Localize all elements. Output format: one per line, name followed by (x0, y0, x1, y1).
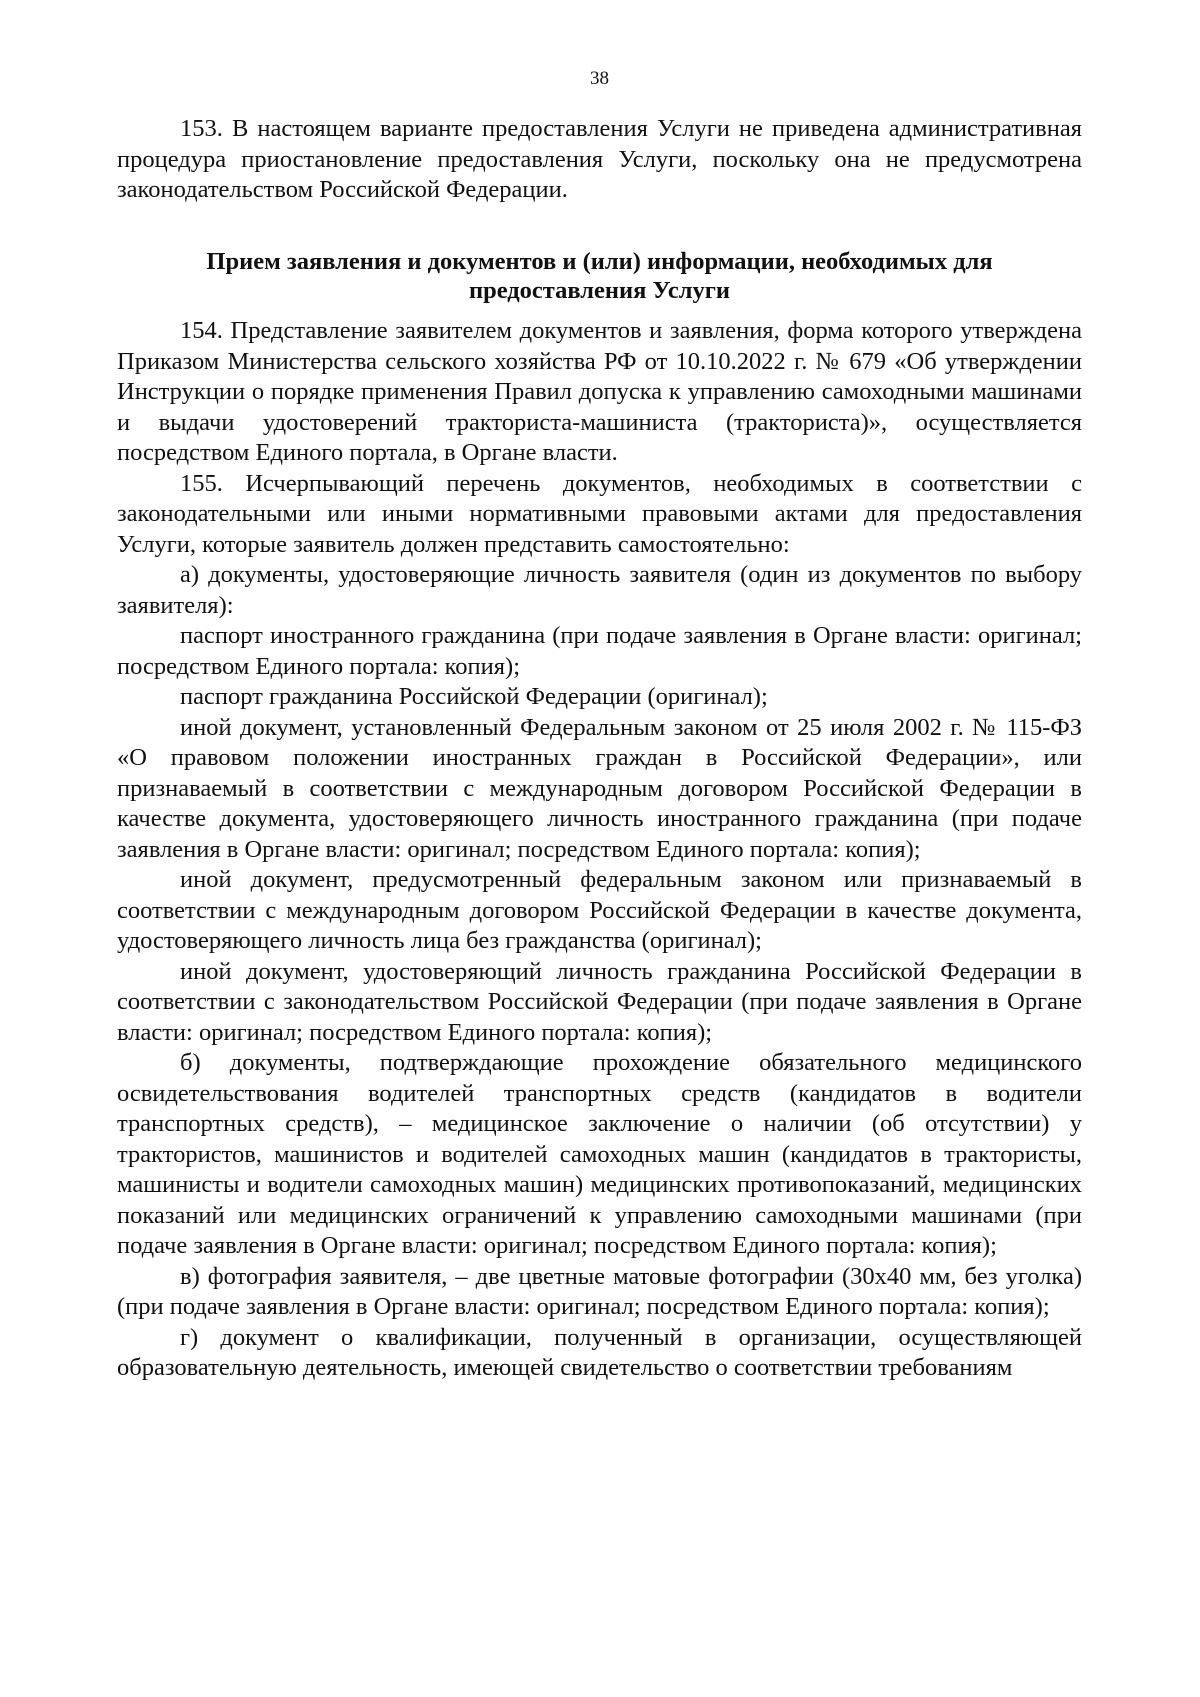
section-main (117, 316, 1082, 1384)
paragraph-154: 154. Представление заявителем документов и заявления, форма которого утверждена Приказом Министерства сельского хозяйства РФ от 10.10.2022 г. № 679 «Об утверждении Инструкции о порядке применения Правил допуска к управлению самоходными машинами и выдачи удостоверений тракториста-машиниста (тракториста)», осуществляется посредством Единого портала, в Органе власти. (117, 317, 1082, 466)
item-g: г) документ о квалификации, полученный в организации, осуществляющей образовательную деятельность, имеющей свидетельство о соответствии требованиям (117, 1323, 1082, 1381)
item-other-doc-115fz: иной документ, установленный Федеральным законом от 25 июля 2002 г. № 115-ФЗ «О правовом положении иностранных граждан в Российской Федерации», или признаваемый в соответствии с международным договором Российской Федерации в качестве документа, удостоверяющего личность иностранного гражданина (при подаче заявления в Органе власти: оригинал; посредством Единого портала: копия); (117, 713, 1082, 863)
section-top (117, 114, 1082, 206)
page-number: 38 (590, 68, 609, 89)
item-foreign-passport: паспорт иностранного гражданина (при подаче заявления в Органе власти: оригинал; посредством Единого портала: копия); (117, 622, 1082, 680)
item-rf-passport: паспорт гражданина Российской Федерации (оригинал); (180, 683, 768, 710)
paragraph-155: 155. Исчерпывающий перечень документов, необходимых в соответствии с законодательными или иными нормативными правовыми актами для предоставления Услуги, которые заявитель должен представить самостоятельно: (117, 469, 1082, 558)
heading-line-1: Прием заявления и документов и (или) информации, необходимых для (206, 248, 993, 275)
section-heading (117, 247, 1082, 305)
item-b: б) документы, подтверждающие прохождение обязательного медицинского освидетельствования водителей транспортных средств (кандидатов в водители транспортных средств), – медицинское заключение о наличии (об отсутствии) у трактористов, машинистов и водителей самоходных машин (кандидатов в трактористы, машинисты и водители самоходных машин) медицинских противопоказаний, медицинских показаний или медицинских ограничений к управлению самоходными машинами (при подаче заявления в Органе власти: оригинал; посредством Единого портала: копия); (117, 1049, 1082, 1259)
paragraph-153: 153. В настоящем варианте предоставления Услуги не приведена административная процедура приостановление предоставления Услуги, поскольку она не предусмотрена законодательством Российской Федерации. (117, 115, 1082, 203)
heading-line-2: предоставления Услуги (469, 277, 730, 304)
item-v: в) фотография заявителя, – две цветные матовые фотографии (30x40 мм, без уголка) (при подаче заявления в Органе власти: оригинал; посредством Единого портала: копия); (117, 1262, 1082, 1320)
item-other-doc-rf-citizen: иной документ, удостоверяющий личность гражданина Российской Федерации в соответствии с законодательством Российской Федерации (при подаче заявления в Органе власти: оригинал; посредством Единого портала: копия); (117, 957, 1082, 1046)
item-other-doc-stateless: иной документ, предусмотренный федеральным законом или признаваемый в соответствии с международным договором Российской Федерации в качестве документа, удостоверяющего личность лица без гражданства (оригинал); (117, 866, 1082, 954)
document-page (117, 0, 1082, 1697)
item-a: а) документы, удостоверяющие личность заявителя (один из документов по выбору заявителя): (117, 561, 1082, 619)
